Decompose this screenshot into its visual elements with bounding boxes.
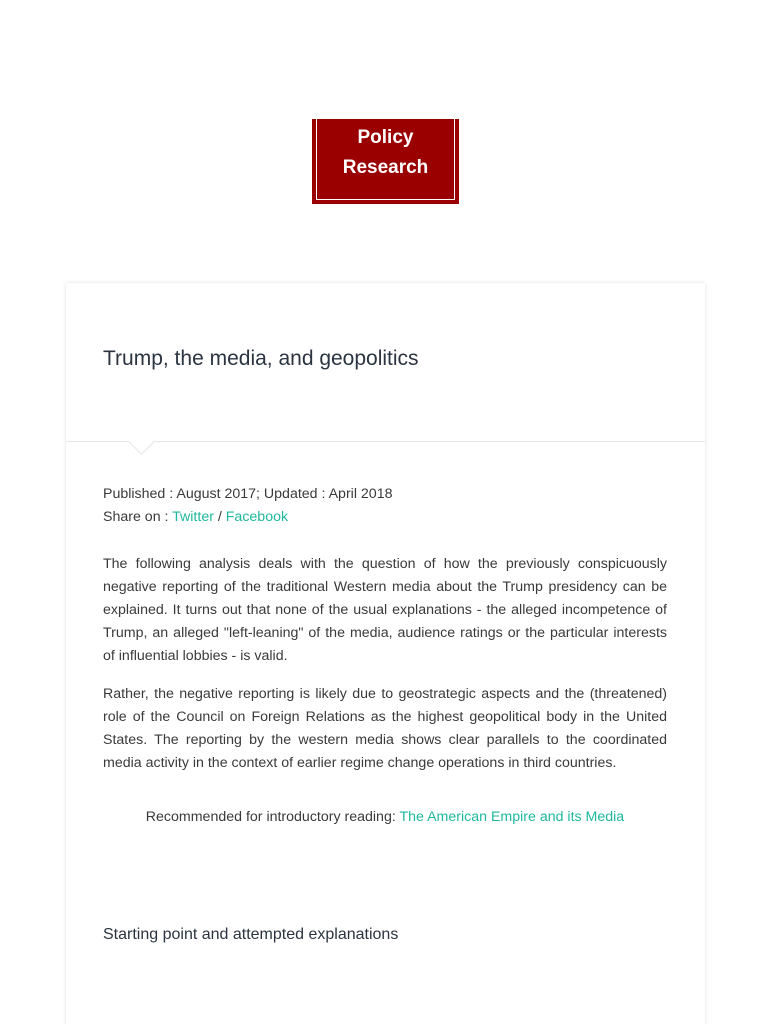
- section-heading: Starting point and attempted explanations: [103, 926, 399, 943]
- recommended-reading-link[interactable]: The American Empire and its Media: [399, 809, 625, 825]
- article-header: [66, 283, 705, 442]
- header-notch: [128, 428, 155, 455]
- logo-line-1: Policy: [357, 127, 414, 148]
- intro-paragraph: The following analysis deals with the question of how the previously conspicuously negative reporting of the traditional Western media about the Trump presidency can be explained. It turns out that none of the usual explanations - the alleged incompetence of Trump, an alleged "left-leaning" of the media, audience ratings or the particular interests of influential lobbies - is valid.: [103, 556, 667, 664]
- share-separator: /: [213, 509, 226, 525]
- share-facebook-link[interactable]: Facebook: [225, 509, 289, 525]
- article-title: Trump, the media, and geopolitics: [103, 347, 419, 370]
- second-paragraph: Rather, the negative reporting is likely due to geostrategic aspects and the (threatened) role of the Council on Foreign Relations as the highest geopolitical body in the United States. The reporting by the western media shows clear parallels to the coordinated media activity in the context of earlier regime change operations in third countries.: [103, 686, 667, 771]
- publish-date: Published : August 2017; Updated : April 2018: [103, 486, 393, 502]
- share-twitter-link[interactable]: Twitter: [172, 509, 214, 525]
- logo-frame: [316, 117, 455, 200]
- logo-line-2: Research: [342, 157, 429, 178]
- recommended-reading: [103, 806, 667, 829]
- share-line: [103, 506, 667, 529]
- recommend-label: Recommended for introductory reading:: [145, 809, 400, 825]
- article-card: [66, 283, 705, 1024]
- article-body: [103, 483, 667, 946]
- site-logo[interactable]: [312, 119, 459, 204]
- share-label: Share on :: [103, 509, 173, 525]
